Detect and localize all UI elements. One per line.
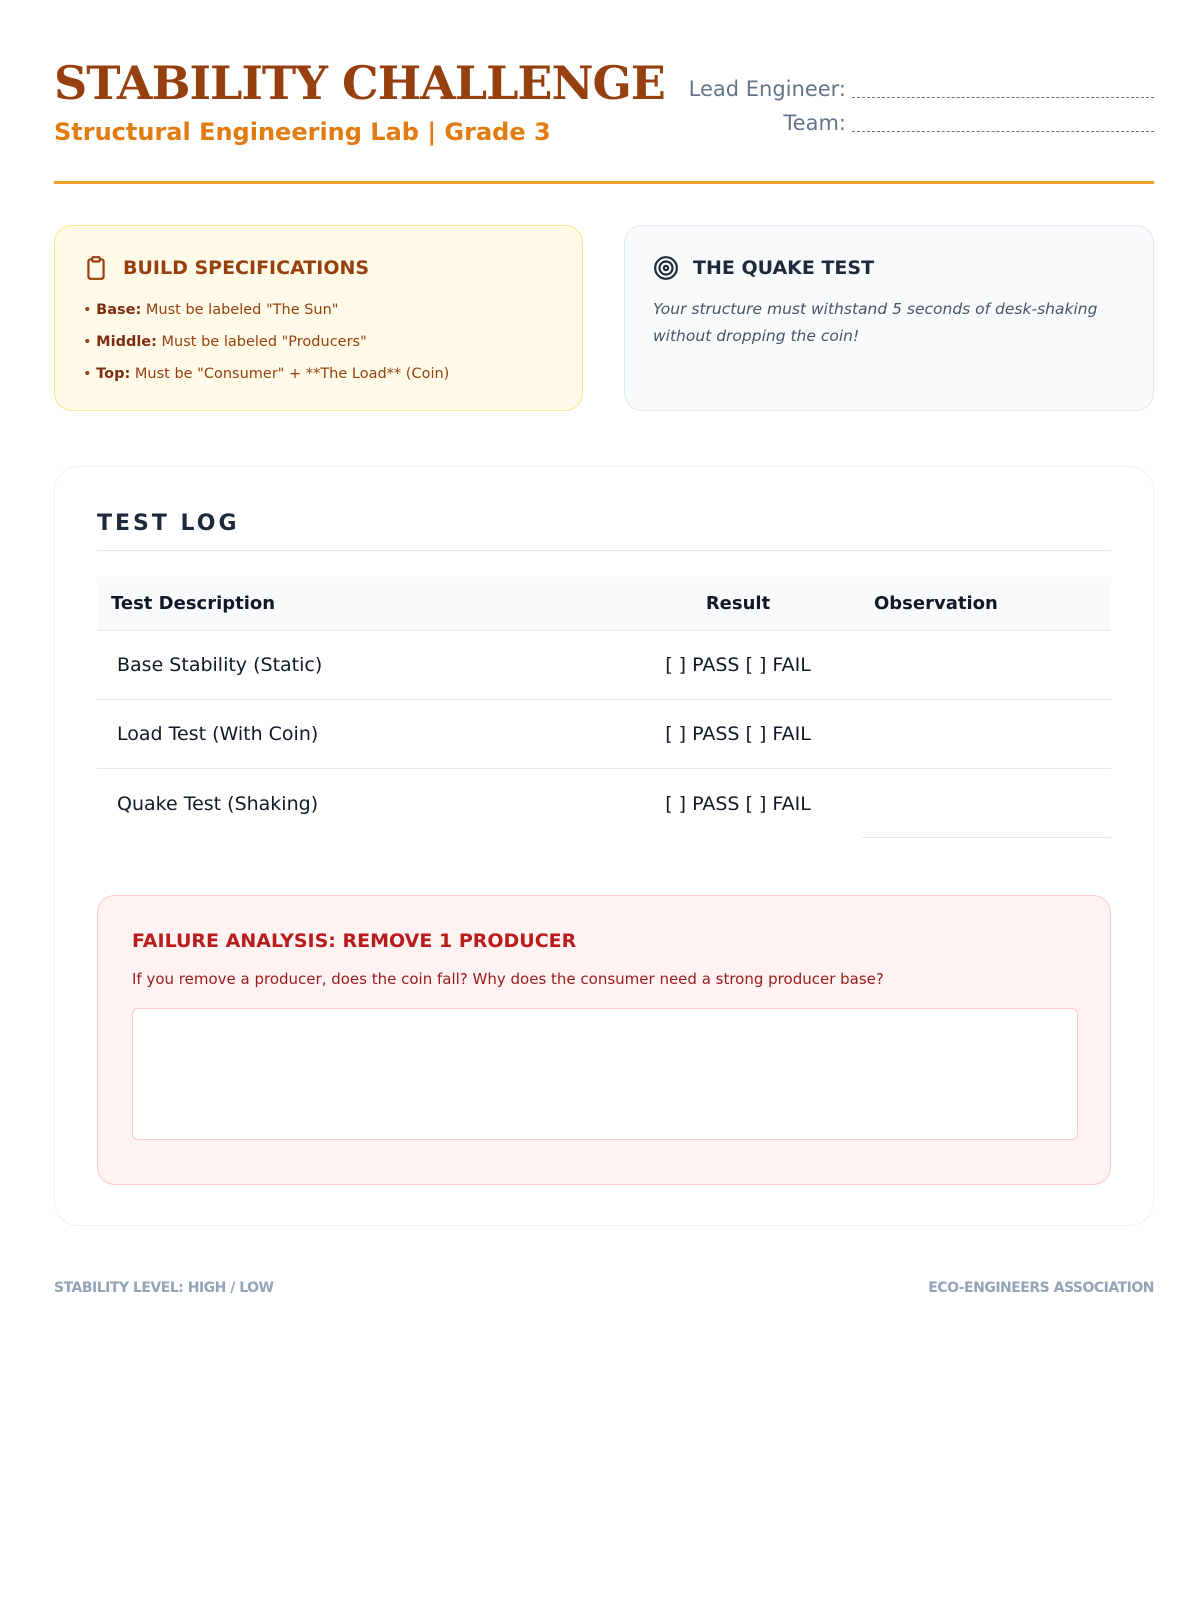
footer-organization: ECO-ENGINEERS ASSOCIATION — [928, 1280, 1154, 1296]
test-log-section — [54, 466, 1154, 1226]
team-label: Team: — [783, 111, 846, 135]
column-header-result: Result — [705, 593, 771, 614]
spec-item-middle: • Middle: Must be labeled "Producers" — [83, 334, 367, 350]
result-checkboxes[interactable]: [ ] PASS [ ] FAIL — [665, 723, 811, 745]
clipboard-icon — [83, 255, 109, 281]
test-description: Base Stability (Static) — [117, 654, 323, 676]
result-checkboxes[interactable]: [ ] PASS [ ] FAIL — [665, 792, 811, 815]
table-row — [97, 769, 1111, 838]
column-header-observation: Observation — [874, 593, 998, 614]
table-row — [97, 631, 1111, 700]
lead-engineer-label: Lead Engineer: — [688, 77, 846, 101]
spec-item-base: • Base: Must be labeled "The Sun" — [83, 302, 339, 318]
page-title: STABILITY CHALLENGE — [54, 56, 665, 110]
column-header-description: Test Description — [111, 593, 276, 614]
worksheet-page — [54, 0, 1154, 1600]
build-specifications-header — [83, 252, 554, 284]
quake-test-title: THE QUAKE TEST — [693, 257, 875, 279]
target-icon — [653, 255, 679, 281]
page-subtitle: Structural Engineering Lab | Grade 3 — [54, 118, 551, 146]
build-specifications-card — [54, 225, 583, 411]
team-field — [634, 106, 1154, 140]
failure-analysis-question: If you remove a producer, does the coin fall? Why does the consumer need a strong producer base? — [132, 970, 884, 988]
header — [54, 56, 1154, 184]
table-header — [97, 577, 1111, 631]
failure-analysis-box — [97, 895, 1111, 1185]
lead-engineer-field — [634, 72, 1154, 106]
test-log-table — [97, 577, 1111, 838]
footer — [54, 1280, 1154, 1304]
failure-answer-area[interactable] — [132, 1008, 1078, 1140]
build-specifications-title: BUILD SPECIFICATIONS — [123, 257, 370, 279]
name-fields — [634, 72, 1154, 140]
lead-engineer-blank[interactable] — [852, 76, 1154, 98]
team-blank[interactable] — [852, 110, 1154, 132]
test-description: Quake Test (Shaking) — [117, 792, 319, 815]
observation-cell[interactable] — [862, 769, 1111, 838]
quake-test-description: Your structure must withstand 5 seconds of desk-shaking without dropping the coin! — [653, 300, 1098, 345]
spec-item-top: • Top: Must be "Consumer" + **The Load** (Coin) — [83, 366, 450, 382]
divider — [97, 550, 1111, 551]
test-description: Load Test (With Coin) — [117, 723, 319, 745]
table-row — [97, 700, 1111, 769]
test-log-title: TEST LOG — [97, 511, 240, 536]
quake-test-card — [624, 225, 1154, 411]
quake-test-header — [653, 252, 1125, 284]
spec-list — [83, 294, 554, 390]
failure-analysis-title: FAILURE ANALYSIS: REMOVE 1 PRODUCER — [132, 930, 577, 952]
result-checkboxes[interactable]: [ ] PASS [ ] FAIL — [665, 654, 811, 676]
footer-stability-level: STABILITY LEVEL: HIGH / LOW — [54, 1280, 274, 1296]
